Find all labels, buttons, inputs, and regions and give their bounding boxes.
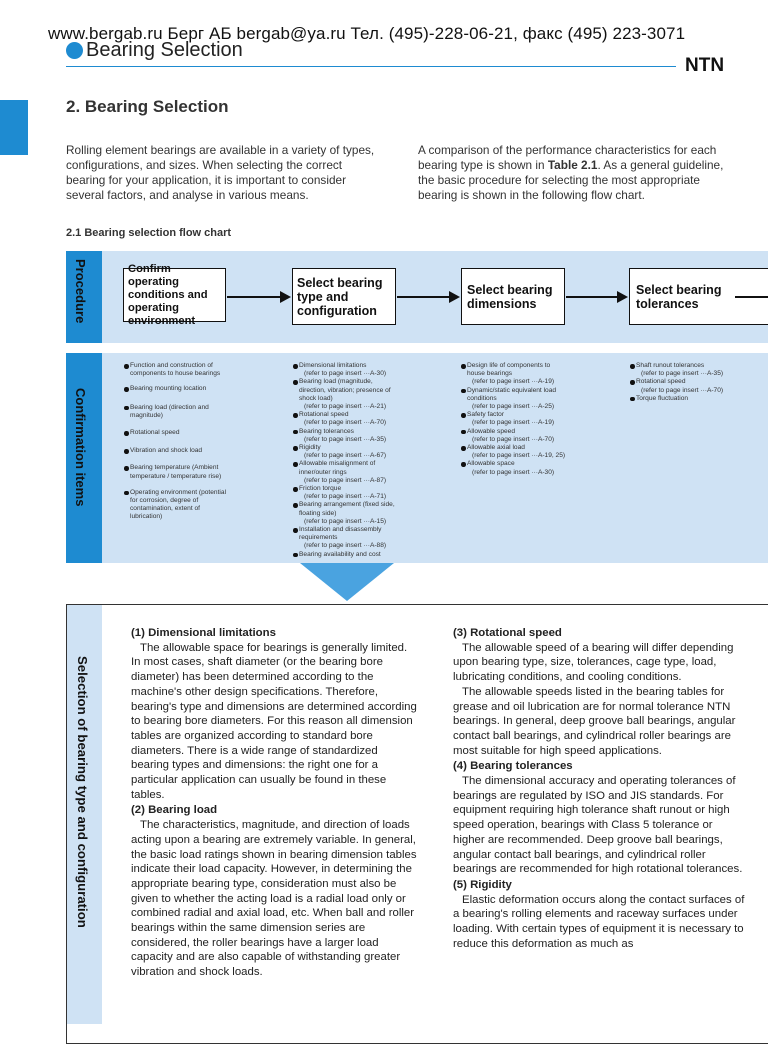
- list-item: [293, 501, 398, 526]
- step-4-label: Select bearing tolerances: [636, 282, 722, 311]
- paragraph: The characteristics, magnitude, and direction of loads acting upon a bearing are extremely variable. In general, the basic load ratings shown in bearing dimension tables indicate their load capacity. However, in determining the appropriate bearing type, consideration must also be given to whether the acting load is a radial load only or combined radial and axial load, etc. When ball and roller bearings within the same dimension series are considered, the roller bearings have a larger load capacity and are also capable of withstanding greater vibration and shock loads.: [131, 819, 417, 979]
- page-ref: (refer to page insert ···A-70): [641, 386, 724, 394]
- page-ref: (refer to page insert ···A-30): [472, 468, 555, 476]
- page-ref: (refer to page insert ···A-30): [304, 370, 387, 378]
- list-item: [293, 444, 398, 460]
- step-select-type: [292, 268, 396, 325]
- item-text: Shaft runout tolerances: [636, 362, 705, 369]
- list-item: [630, 395, 740, 403]
- page-ref: (refer to page insert ···A-88): [304, 542, 387, 550]
- list-item: Vibration and shock load: [124, 447, 232, 455]
- chapter-tab: [0, 100, 28, 155]
- step-confirm-conditions: [123, 262, 226, 327]
- intro-right: [418, 143, 740, 203]
- list-item: [461, 387, 566, 412]
- page-ref: (refer to page insert ···A-19, 25): [472, 452, 566, 460]
- list-item: Bearing load (direction and magnitude): [124, 404, 232, 420]
- paragraph: The allowable speed of a bearing will differ depending upon bearing type, size, tolerances, cage type, load, lubricating conditions, and cooling conditions.: [453, 641, 734, 684]
- list-item: [461, 411, 566, 427]
- selection-left-column: [131, 626, 418, 980]
- section-title: 2. Bearing Selection: [66, 97, 229, 116]
- list-item: Bearing mounting location: [124, 385, 232, 393]
- header-rule: [66, 66, 676, 67]
- item-text: Allowable misalignment of inner/outer rings: [299, 460, 376, 476]
- heading-rigidity: (5) Rigidity: [453, 878, 512, 891]
- intro-left: Rolling element bearings are available in a variety of types, configurations, and sizes. When selecting the correct bearing for your application, it is important to consider several factors, and analyse in various means.: [66, 143, 375, 202]
- step-2-label: Select bearing type and configuration: [297, 275, 383, 318]
- paragraph: The allowable space for bearings is generally limited. In most cases, shaft diameter (or the bearing bore diameter) has been determined according to the machine's other design specifications. Therefore, bearing's type and dimensions are determined according to bearing bore diameters. For this reason all dimension tables are organized according to standard bore diameters. There is a wide range of standardized bearing types and dimensions: the right one for a particular application can usually be found in these tables.: [131, 641, 417, 801]
- item-text: Bearing availability and cost: [299, 550, 381, 558]
- list-item: Function and construction of components to house bearings: [124, 362, 232, 378]
- page-ref: (refer to page insert ···A-71): [304, 493, 387, 501]
- flow-arrow-3: [566, 296, 619, 298]
- intro-right-text-b: . As a general guideline, the basic procedure for selecting the most appropriate bearing is shown in the following flow chart.: [418, 158, 724, 202]
- confirm-col-conditions: [124, 362, 232, 529]
- flow-arrow-1-head: [280, 291, 291, 303]
- selection-right-column: [453, 626, 746, 951]
- list-item: [630, 378, 740, 394]
- heading-rotational-speed: (3) Rotational speed: [453, 627, 562, 639]
- flow-arrow-2: [397, 296, 451, 298]
- flow-arrow-4: [735, 296, 768, 298]
- confirm-col-dimensions: [461, 362, 566, 477]
- list-item: [630, 362, 740, 378]
- watermark-contact: www.bergab.ru Берг АБ bergab@ya.ru Тел. (495)-228-06-21, факс (495) 223-3071: [48, 24, 686, 43]
- heading-bearing-tolerances: (4) Bearing tolerances: [453, 760, 573, 773]
- table-reference: Table 2.1: [547, 158, 598, 172]
- list-item: [293, 378, 398, 411]
- page-ref: (refer to page insert ···A-70): [472, 435, 555, 443]
- list-item: [461, 444, 566, 460]
- item-text: Design life of components to house bearings: [467, 362, 551, 378]
- list-item: [293, 428, 398, 444]
- item-text: Allowable speed: [467, 427, 516, 435]
- paragraph: The allowable speeds listed in the bearing tables for grease and oil lubrication are for normal tolerance NTN bearings. In general, deep groove ball bearings, angular contact ball bearings, and cylindrical roller bearings are most suitable for high speed applications.: [453, 685, 736, 757]
- page-ref: (refer to page insert ···A-15): [304, 517, 387, 525]
- item-text: Installation and disassembly requirements: [299, 526, 382, 542]
- item-text: Bearing arrangement (fixed side, floating side): [299, 501, 395, 517]
- item-text: Safety factor: [467, 411, 505, 419]
- page-ref: (refer to page insert ···A-35): [304, 435, 387, 443]
- item-text: Rotational speed: [299, 411, 349, 419]
- item-text: Dimensional limitations: [299, 362, 367, 369]
- page-ref: (refer to page insert ···A-87): [304, 476, 387, 484]
- confirm-col-tolerances: [630, 362, 740, 403]
- item-text: Bearing load (magnitude, direction, vibration; presence of shock load): [299, 378, 391, 402]
- subsection-title: 2.1 Bearing selection flow chart: [66, 227, 232, 239]
- item-text: Dynamic/static equivalent load conditions: [467, 386, 557, 402]
- step-select-dimensions: [461, 268, 565, 325]
- page-ref: (refer to page insert ···A-25): [472, 403, 555, 411]
- list-item: [293, 485, 398, 501]
- page-ref: (refer to page insert ···A-19): [472, 378, 555, 386]
- selection-label: Selection of bearing type and configuration: [75, 656, 90, 928]
- heading-bearing-load: (2) Bearing load: [131, 804, 218, 817]
- item-text: Allowable axial load: [467, 444, 525, 452]
- confirm-col-type: [293, 362, 398, 559]
- paragraph: The dimensional accuracy and operating tolerances of bearings are regulated by ISO and JIS standards. For equipment requiring high tolerance shaft runout or high speed operation, bearings with Class 5 tolerance or higher are recommended. Deep groove ball bearings, angular contact ball bearings, and cylindrical roller bearings are recommended for high rotational tolerances.: [453, 775, 743, 876]
- list-item: [461, 460, 566, 476]
- paragraph: Elastic deformation occurs along the contact surfaces of a bearing's rolling elements and raceway surfaces under loading. With certain types of equipment it is necessary to reduce this deformation as much as: [453, 893, 745, 950]
- page-ref: (refer to page insert ···A-67): [304, 452, 387, 460]
- list-item: [461, 428, 566, 444]
- brand-logo: NTN: [685, 55, 725, 76]
- item-text: Rotational speed: [636, 378, 686, 386]
- item-text: Allowable space: [467, 460, 515, 468]
- item-text: Rigidity: [299, 444, 321, 452]
- list-item: Rotational speed: [124, 429, 232, 437]
- list-item: Bearing temperature (Ambient temperature / temperature rise): [124, 464, 232, 480]
- list-item: [293, 526, 398, 551]
- page-ref: (refer to page insert ···A-21): [304, 403, 387, 411]
- list-item: [461, 362, 566, 387]
- item-text: Torque fluctuation: [636, 394, 689, 402]
- page-ref: (refer to page insert ···A-19): [472, 419, 555, 427]
- flow-arrow-1: [227, 296, 282, 298]
- header-title: Bearing Selection: [86, 39, 243, 61]
- list-item: [293, 460, 398, 485]
- item-text: Bearing tolerances: [299, 427, 354, 435]
- list-item: Operating environment (potential for corrosion, degree of contamination, extent of lubrication): [124, 489, 232, 522]
- step-1-label: Confirm operating conditions and operating environment: [128, 262, 208, 327]
- procedure-label: Procedure: [73, 259, 88, 324]
- header-bullet-icon: [66, 42, 83, 59]
- list-item: [293, 362, 398, 378]
- flow-arrow-2-head: [449, 291, 460, 303]
- intro-right-text-a: A comparison of the performance characteristics for each bearing type is shown in: [418, 143, 717, 172]
- flow-arrow-3-head: [617, 291, 628, 303]
- step-3-label: Select bearing dimensions: [467, 282, 553, 311]
- list-item: [293, 551, 398, 559]
- page-ref: (refer to page insert ···A-70): [304, 419, 387, 427]
- page-ref: (refer to page insert ···A-35): [641, 370, 724, 378]
- down-arrow-icon: [300, 563, 394, 601]
- item-text: Friction torque: [299, 485, 342, 493]
- list-item: [293, 411, 398, 427]
- heading-dimensional-limitations: (1) Dimensional limitations: [131, 627, 276, 639]
- confirmation-label: Confirmation items: [73, 388, 88, 507]
